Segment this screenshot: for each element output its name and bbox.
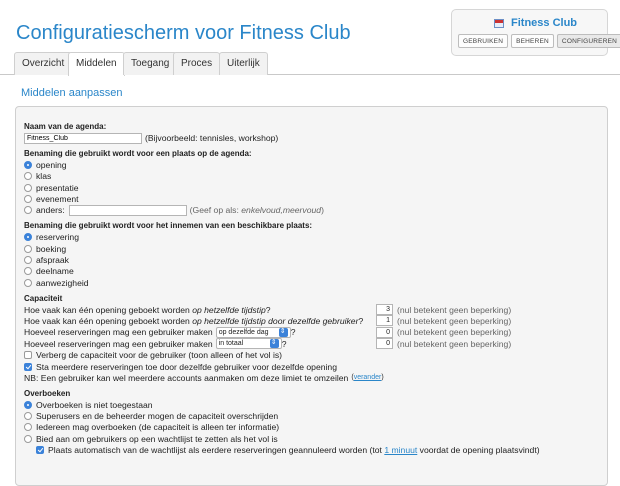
place-option-label: presentatie [36,182,79,193]
capacity-label: Capaciteit [24,293,63,303]
place-radio-opening[interactable] [24,161,32,169]
tab-appearance[interactable]: Uiterlijk [219,52,268,75]
tab-bar [0,52,620,75]
period-select-day[interactable]: op dezelfde dag ⇕ [216,327,291,338]
capacity-note: NB: Een gebruiker kan wel meerdere accounts aanmaken om deze limiet te omzeilen [24,372,349,383]
place-option-label: klas [36,171,52,182]
no-limit-hint: (nul betekent geen beperking) [397,338,512,349]
no-limit-hint: (nul betekent geen beperking) [397,304,512,315]
configure-button[interactable]: CONFIGUREREN [557,34,620,48]
capacity-q3-input[interactable]: 0 [376,327,393,338]
place-option-label: evenement [36,194,79,205]
booking-radio-afspraak[interactable] [24,256,32,264]
overbook-option-label: Bied aan om gebruikers op een wachtlijst te zetten als het vol is [36,433,278,444]
tab-process[interactable]: Proces [173,52,220,75]
period-select-total[interactable]: in totaal ⇕ [216,338,282,349]
agenda-name-example: (Bijvoorbeeld: tennisles, workshop) [145,133,279,144]
capacity-q4: Hoeveel reserveringen mag een gebruiker maken in totaal ⇕ ? [24,338,376,349]
manage-button[interactable]: BEHEREN [511,34,554,48]
overbook-option-label: Overboeken is niet toegestaan [36,399,153,410]
place-radio-klas[interactable] [24,172,32,180]
booking-option-label: afspraak [36,254,69,265]
hide-capacity-checkbox[interactable] [24,351,32,359]
allow-multiple-label: Sta meerdere reserveringen toe door dezelfde gebruiker voor dezelfde opening [36,361,337,372]
auto-waitlist-label: Plaats automatisch van de wachtlijst als eerdere reserveringen geannuleerd worden (tot 1 minuut voordat de opening plaatsvindt) [48,445,540,456]
app-name-label: Fitness Club [511,17,578,29]
calendar-icon [494,19,504,28]
place-radio-other[interactable] [24,206,32,214]
place-radio-evenement[interactable] [24,195,32,203]
overbooking-label: Overboeken [24,388,71,398]
booking-radio-deelname[interactable] [24,267,32,275]
no-limit-hint: (nul betekent geen beperking) [397,315,512,326]
change-note-link[interactable]: (verander) [351,374,384,382]
hide-capacity-label: Verberg de capaciteit voor de gebruiker (toon alleen of het vol is) [36,350,283,361]
place-naming-label: Benaming die gebruikt wordt voor een plaats op de agenda: [24,148,252,158]
agenda-name-input[interactable] [24,133,142,144]
settings-form [24,121,608,456]
agenda-name-label: Naam van de agenda: [24,122,107,132]
overbook-radio-superusers[interactable] [24,412,32,420]
auto-waitlist-checkbox[interactable] [36,446,44,454]
booking-radio-reservering[interactable] [24,233,32,241]
booking-naming-label: Benaming die gebruikt wordt voor het innemen van een beschikbare plaats: [24,221,313,231]
chevron-updown-icon [270,339,279,348]
allow-multiple-checkbox[interactable] [24,363,32,371]
capacity-q1: Hoe vaak kan één opening geboekt worden op hetzelfde tijdstip? [24,304,271,315]
capacity-q1-input[interactable]: 3 [376,304,393,315]
page-title: Configuratiescherm voor Fitness Club [16,22,351,44]
place-option-label: anders: [36,205,65,216]
chevron-updown-icon [279,328,288,337]
place-other-hint: (Geef op als: enkelvoud,meervoud) [189,205,324,216]
capacity-q3: Hoeveel reserveringen mag een gebruiker maken op dezelfde dag ⇕ ? [24,327,376,338]
use-button[interactable]: GEBRUIKEN [458,34,508,48]
overbook-radio-everyone[interactable] [24,423,32,431]
waitlist-time-link[interactable]: 1 minuut [384,445,418,456]
place-radio-presentatie[interactable] [24,184,32,192]
overbook-radio-waitlist[interactable] [24,435,32,443]
section-link[interactable]: Middelen aanpassen [21,87,123,99]
no-limit-hint: (nul betekent geen beperking) [397,327,512,338]
booking-radio-boeking[interactable] [24,245,32,253]
overbook-option-label: Superusers en de beheerder mogen de capaciteit overschrijden [36,411,279,422]
overbook-radio-none[interactable] [24,401,32,409]
tab-resources[interactable]: Middelen [68,52,125,76]
overbook-option-label: Iedereen mag overboeken (de capaciteit is alleen ter informatie) [36,422,280,433]
capacity-q4-input[interactable]: 0 [376,338,393,349]
capacity-q2-input[interactable]: 1 [376,315,393,326]
booking-option-label: reservering [36,232,79,243]
app-switcher [451,9,618,56]
booking-radio-aanwezigheid[interactable] [24,279,32,287]
app-name [494,17,577,29]
place-other-input[interactable] [69,205,187,216]
booking-option-label: deelname [36,266,74,277]
booking-option-label: aanwezigheid [36,277,89,288]
booking-option-label: boeking [36,243,67,254]
tab-access[interactable]: Toegang [123,52,177,75]
tab-overview[interactable]: Overzicht [14,52,72,75]
place-option-label: opening [36,159,67,170]
capacity-q2: Hoe vaak kan één opening geboekt worden op hetzelfde tijdstip door dezelfde gebruiker? [24,315,364,326]
